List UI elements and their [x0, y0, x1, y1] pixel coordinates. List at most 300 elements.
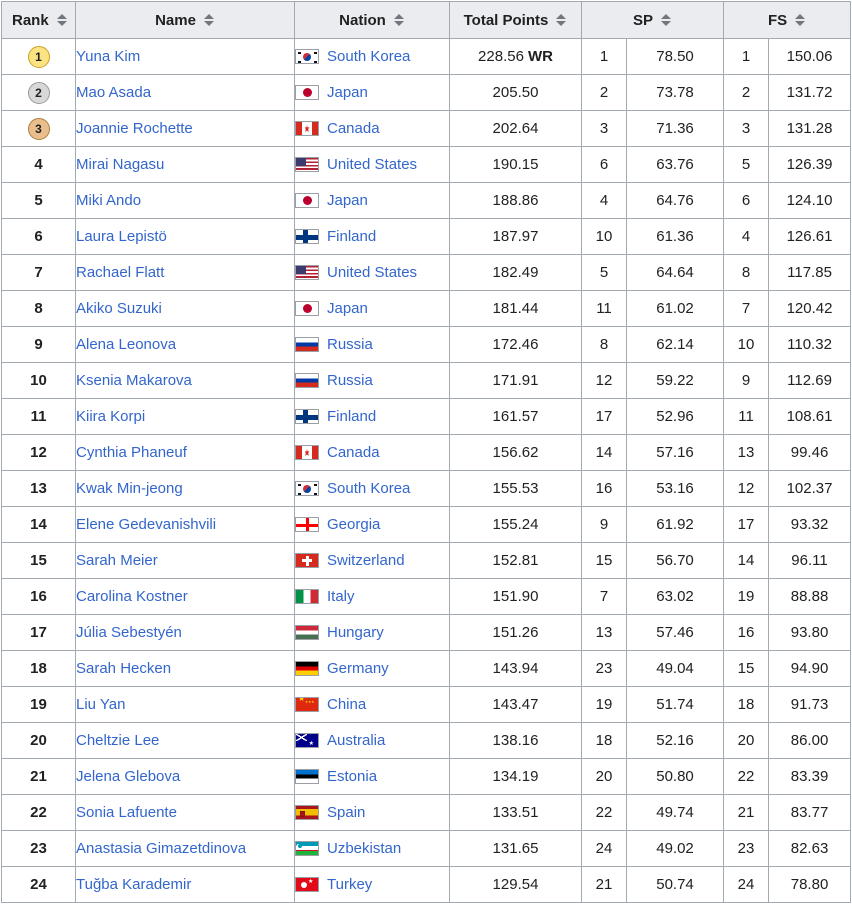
cell-sp-rank: 16	[582, 471, 627, 507]
cell-rank	[2, 219, 76, 255]
table-row	[2, 327, 851, 363]
column-header-rank[interactable]	[2, 2, 76, 39]
rank-value: 14	[30, 516, 47, 533]
table-row	[2, 471, 851, 507]
skater-name-link[interactable]: Laura Lepistö	[76, 228, 167, 245]
cell-fs-score: 150.06	[769, 39, 851, 75]
cell-fs-score: 96.11	[769, 543, 851, 579]
cell-name	[76, 75, 295, 111]
cell-name	[76, 255, 295, 291]
nation-link[interactable]: South Korea	[327, 480, 411, 497]
cell-fs-score: 86.00	[769, 723, 851, 759]
cell-name	[76, 795, 295, 831]
cell-fs-score: 124.10	[769, 183, 851, 219]
flag-icon	[295, 121, 319, 136]
flag-icon	[295, 805, 319, 820]
cell-sp-score: 50.74	[627, 867, 724, 903]
world-record-badge: WR	[527, 48, 553, 65]
total-points-value: 171.91	[492, 372, 539, 389]
cell-fs-score: 110.32	[769, 327, 851, 363]
cell-sp-rank: 24	[582, 831, 627, 867]
skater-name-link[interactable]: Yuna Kim	[76, 48, 141, 65]
cell-nation	[295, 543, 450, 579]
total-points-value: 129.54	[492, 876, 539, 893]
nation-link[interactable]: Georgia	[327, 516, 381, 533]
flag-icon	[295, 589, 319, 604]
nation-link[interactable]: South Korea	[327, 48, 411, 65]
cell-nation	[295, 111, 450, 147]
cell-sp-score: 71.36	[627, 111, 724, 147]
cell-nation	[295, 399, 450, 435]
cell-sp-score: 49.02	[627, 831, 724, 867]
cell-total-points	[450, 435, 582, 471]
cell-sp-score: 61.92	[627, 507, 724, 543]
cell-name	[76, 759, 295, 795]
medal-icon: 1	[28, 46, 50, 68]
cell-sp-score: 53.16	[627, 471, 724, 507]
cell-sp-score: 63.02	[627, 579, 724, 615]
medal-icon: 3	[28, 118, 50, 140]
cell-fs-rank: 24	[724, 867, 769, 903]
nation-link[interactable]: Russia	[327, 372, 373, 389]
cell-fs-rank: 6	[724, 183, 769, 219]
cell-total-points	[450, 327, 582, 363]
total-points-value: 134.19	[492, 768, 539, 785]
column-header-name-label: Name	[155, 11, 196, 29]
cell-sp-score: 64.76	[627, 183, 724, 219]
cell-nation	[295, 39, 450, 75]
cell-fs-rank: 16	[724, 615, 769, 651]
sort-icon[interactable]	[204, 13, 215, 27]
cell-fs-rank: 12	[724, 471, 769, 507]
skater-name-link[interactable]: Mao Asada	[76, 84, 152, 101]
flag-icon	[295, 157, 319, 172]
cell-nation	[295, 183, 450, 219]
table-row	[2, 399, 851, 435]
cell-fs-score: 93.32	[769, 507, 851, 543]
cell-fs-score: 82.63	[769, 831, 851, 867]
cell-nation	[295, 651, 450, 687]
sort-icon[interactable]	[795, 13, 806, 27]
cell-nation	[295, 831, 450, 867]
cell-sp-score: 59.22	[627, 363, 724, 399]
cell-sp-rank: 11	[582, 291, 627, 327]
column-header-sp-label: SP	[633, 11, 654, 29]
cell-sp-score: 57.46	[627, 615, 724, 651]
cell-fs-rank: 20	[724, 723, 769, 759]
cell-nation	[295, 435, 450, 471]
cell-total-points	[450, 543, 582, 579]
rank-value: 9	[34, 336, 43, 353]
cell-total-points	[450, 111, 582, 147]
flag-icon	[295, 445, 319, 460]
table-row	[2, 147, 851, 183]
total-points-value: 138.16	[492, 732, 539, 749]
cell-fs-rank: 19	[724, 579, 769, 615]
cell-sp-rank: 21	[582, 867, 627, 903]
cell-fs-score: 112.69	[769, 363, 851, 399]
rank-value: 21	[30, 768, 47, 785]
cell-fs-score: 131.28	[769, 111, 851, 147]
cell-total-points	[450, 75, 582, 111]
cell-rank	[2, 615, 76, 651]
nation-link[interactable]: United States	[327, 264, 418, 281]
cell-fs-rank: 18	[724, 687, 769, 723]
cell-fs-rank: 22	[724, 759, 769, 795]
rank-value: 24	[30, 876, 47, 893]
cell-nation	[295, 687, 450, 723]
cell-sp-rank: 6	[582, 147, 627, 183]
cell-fs-rank: 17	[724, 507, 769, 543]
table-row	[2, 255, 851, 291]
nation-link[interactable]: Spain	[327, 804, 366, 821]
table-row	[2, 867, 851, 903]
skater-name-link[interactable]: Alena Leonova	[76, 336, 177, 353]
cell-rank	[2, 435, 76, 471]
flag-icon	[295, 337, 319, 352]
cell-name	[76, 219, 295, 255]
cell-total-points	[450, 291, 582, 327]
cell-rank	[2, 759, 76, 795]
skater-name-link[interactable]: Elene Gedevanishvili	[76, 516, 217, 533]
cell-total-points	[450, 471, 582, 507]
rank-value: 7	[34, 264, 43, 281]
cell-rank	[2, 39, 76, 75]
cell-total-points	[450, 651, 582, 687]
cell-fs-score: 126.39	[769, 147, 851, 183]
cell-nation	[295, 759, 450, 795]
flag-icon	[295, 193, 319, 208]
nation-link[interactable]: Australia	[327, 732, 386, 749]
cell-fs-rank: 8	[724, 255, 769, 291]
nation-link[interactable]: Germany	[327, 660, 389, 677]
total-points-value: 151.90	[492, 588, 539, 605]
flag-icon	[295, 265, 319, 280]
total-points-value: 187.97	[492, 228, 539, 245]
total-points-value: 182.49	[492, 264, 539, 281]
nation-link[interactable]: Estonia	[327, 768, 378, 785]
cell-nation	[295, 363, 450, 399]
cell-fs-score: 126.61	[769, 219, 851, 255]
total-points-value: 188.86	[492, 192, 539, 209]
cell-sp-rank: 14	[582, 435, 627, 471]
cell-total-points	[450, 615, 582, 651]
table-row	[2, 831, 851, 867]
cell-fs-rank: 4	[724, 219, 769, 255]
cell-fs-score: 117.85	[769, 255, 851, 291]
cell-sp-rank: 9	[582, 507, 627, 543]
cell-rank	[2, 327, 76, 363]
table-row	[2, 759, 851, 795]
cell-total-points	[450, 39, 582, 75]
column-header-nation-label: Nation	[339, 11, 386, 29]
cell-total-points	[450, 831, 582, 867]
total-points-value: 156.62	[492, 444, 539, 461]
cell-name	[76, 651, 295, 687]
skater-name-link[interactable]: Kwak Min-jeong	[76, 480, 183, 497]
cell-sp-rank: 12	[582, 363, 627, 399]
cell-rank	[2, 291, 76, 327]
flag-icon	[295, 481, 319, 496]
sort-icon[interactable]	[556, 13, 567, 27]
skater-name-link[interactable]: Joannie Rochette	[76, 120, 193, 137]
cell-nation	[295, 147, 450, 183]
cell-sp-score: 63.76	[627, 147, 724, 183]
total-points-value: 131.65	[492, 840, 539, 857]
cell-name	[76, 687, 295, 723]
rank-value: 20	[30, 732, 47, 749]
cell-total-points	[450, 723, 582, 759]
rank-value: 5	[34, 192, 43, 209]
total-points-value: 202.64	[492, 120, 539, 137]
cell-sp-score: 61.36	[627, 219, 724, 255]
table-row	[2, 687, 851, 723]
nation-link[interactable]: Turkey	[327, 876, 373, 893]
skater-name-link[interactable]: Kiira Korpi	[76, 408, 146, 425]
cell-nation	[295, 255, 450, 291]
nation-link[interactable]: Russia	[327, 336, 373, 353]
cell-sp-rank: 7	[582, 579, 627, 615]
flag-icon	[295, 877, 319, 892]
flag-icon	[295, 373, 319, 388]
cell-sp-rank: 17	[582, 399, 627, 435]
cell-sp-score: 62.14	[627, 327, 724, 363]
skater-name-link[interactable]: Mirai Nagasu	[76, 156, 165, 173]
cell-sp-score: 61.02	[627, 291, 724, 327]
skater-name-link[interactable]: Liu Yan	[76, 696, 126, 713]
cell-fs-rank: 2	[724, 75, 769, 111]
skater-name-link[interactable]: Cheltzie Lee	[76, 732, 160, 749]
nation-link[interactable]: Finland	[327, 408, 377, 425]
cell-sp-rank: 15	[582, 543, 627, 579]
table-row	[2, 363, 851, 399]
cell-nation	[295, 867, 450, 903]
cell-fs-rank: 23	[724, 831, 769, 867]
rank-value: 17	[30, 624, 47, 641]
cell-sp-rank: 13	[582, 615, 627, 651]
flag-icon	[295, 697, 319, 712]
cell-fs-score: 83.77	[769, 795, 851, 831]
cell-name	[76, 579, 295, 615]
skater-name-link[interactable]: Tuğba Karademir	[76, 876, 192, 893]
flag-icon	[295, 625, 319, 640]
cell-name	[76, 471, 295, 507]
rank-value: 10	[30, 372, 47, 389]
cell-total-points	[450, 867, 582, 903]
rank-value: 18	[30, 660, 47, 677]
table-header-row	[2, 2, 851, 39]
rank-value: 6	[34, 228, 43, 245]
nation-link[interactable]: Uzbekistan	[327, 840, 402, 857]
cell-name	[76, 615, 295, 651]
sort-icon[interactable]	[57, 13, 68, 27]
table-row	[2, 39, 851, 75]
rank-value: 8	[34, 300, 43, 317]
table-row	[2, 219, 851, 255]
flag-icon	[295, 841, 319, 856]
skater-name-link[interactable]: Anastasia Gimazetdinova	[76, 840, 247, 857]
column-header-total-points[interactable]	[450, 2, 582, 39]
cell-rank	[2, 75, 76, 111]
flag-icon	[295, 409, 319, 424]
cell-name	[76, 111, 295, 147]
cell-fs-score: 102.37	[769, 471, 851, 507]
cell-sp-rank: 19	[582, 687, 627, 723]
cell-fs-rank: 13	[724, 435, 769, 471]
table-row	[2, 291, 851, 327]
figure-skating-results-table	[1, 1, 851, 903]
cell-sp-score: 52.16	[627, 723, 724, 759]
nation-link[interactable]: Switzerland	[327, 552, 405, 569]
cell-sp-score: 78.50	[627, 39, 724, 75]
skater-name-link[interactable]: Júlia Sebestyén	[76, 624, 182, 641]
rank-value: 16	[30, 588, 47, 605]
total-points-value: 133.51	[492, 804, 539, 821]
total-points-value: 190.15	[492, 156, 539, 173]
nation-link[interactable]: United States	[327, 156, 418, 173]
skater-name-link[interactable]: Sonia Lafuente	[76, 804, 177, 821]
cell-sp-rank: 1	[582, 39, 627, 75]
skater-name-link[interactable]: Rachael Flatt	[76, 264, 165, 281]
cell-sp-rank: 18	[582, 723, 627, 759]
cell-sp-score: 50.80	[627, 759, 724, 795]
nation-link[interactable]: Japan	[327, 84, 368, 101]
cell-fs-score: 108.61	[769, 399, 851, 435]
sort-icon[interactable]	[394, 13, 405, 27]
skater-name-link[interactable]: Sarah Hecken	[76, 660, 172, 677]
cell-sp-rank: 20	[582, 759, 627, 795]
cell-rank	[2, 183, 76, 219]
cell-fs-rank: 5	[724, 147, 769, 183]
column-header-name[interactable]	[76, 2, 295, 39]
nation-link[interactable]: Finland	[327, 228, 377, 245]
cell-fs-rank: 9	[724, 363, 769, 399]
cell-sp-score: 73.78	[627, 75, 724, 111]
cell-rank	[2, 363, 76, 399]
flag-icon	[295, 553, 319, 568]
rank-value: 23	[30, 840, 47, 857]
rank-value: 11	[30, 408, 47, 425]
flag-icon	[295, 661, 319, 676]
rank-value: 22	[30, 804, 47, 821]
nation-link[interactable]: Hungary	[327, 624, 384, 641]
cell-name	[76, 147, 295, 183]
total-points-value: 172.46	[492, 336, 539, 353]
column-header-sp[interactable]	[582, 2, 724, 39]
cell-fs-rank: 7	[724, 291, 769, 327]
cell-rank	[2, 543, 76, 579]
cell-name	[76, 363, 295, 399]
cell-rank	[2, 795, 76, 831]
table-row	[2, 723, 851, 759]
cell-name	[76, 723, 295, 759]
cell-fs-score: 120.42	[769, 291, 851, 327]
cell-name	[76, 399, 295, 435]
sort-icon[interactable]	[661, 13, 672, 27]
cell-fs-score: 83.39	[769, 759, 851, 795]
cell-fs-score: 94.90	[769, 651, 851, 687]
table-row	[2, 651, 851, 687]
table-row	[2, 579, 851, 615]
cell-sp-rank: 10	[582, 219, 627, 255]
cell-rank	[2, 651, 76, 687]
cell-fs-rank: 3	[724, 111, 769, 147]
rank-value: 13	[30, 480, 47, 497]
flag-icon	[295, 85, 319, 100]
skater-name-link[interactable]: Akiko Suzuki	[76, 300, 162, 317]
nation-link[interactable]: Italy	[327, 588, 355, 605]
cell-name	[76, 867, 295, 903]
medal-icon: 2	[28, 82, 50, 104]
total-points-value: 161.57	[492, 408, 539, 425]
nation-link[interactable]: China	[327, 696, 367, 713]
flag-icon	[295, 733, 319, 748]
skater-name-link[interactable]: Cynthia Phaneuf	[76, 444, 187, 461]
cell-sp-rank: 5	[582, 255, 627, 291]
total-points-value: 151.26	[492, 624, 539, 641]
cell-name	[76, 543, 295, 579]
nation-link[interactable]: Japan	[327, 192, 368, 209]
cell-name	[76, 435, 295, 471]
rank-value: 12	[30, 444, 47, 461]
column-header-nation[interactable]	[295, 2, 450, 39]
column-header-total-points-label: Total Points	[463, 11, 549, 29]
table-row	[2, 111, 851, 147]
nation-link[interactable]: Canada	[327, 444, 380, 461]
cell-nation	[295, 219, 450, 255]
skater-name-link[interactable]: Jelena Glebova	[76, 768, 181, 785]
total-points-value: 155.53	[492, 480, 539, 497]
cell-name	[76, 507, 295, 543]
cell-sp-score: 57.16	[627, 435, 724, 471]
cell-sp-score: 49.04	[627, 651, 724, 687]
cell-fs-rank: 10	[724, 327, 769, 363]
cell-fs-score: 78.80	[769, 867, 851, 903]
cell-total-points	[450, 795, 582, 831]
cell-name	[76, 831, 295, 867]
cell-total-points	[450, 183, 582, 219]
flag-icon	[295, 769, 319, 784]
total-points-value: 228.56	[478, 48, 524, 65]
cell-nation	[295, 75, 450, 111]
column-header-fs[interactable]	[724, 2, 851, 39]
skater-name-link[interactable]: Sarah Meier	[76, 552, 158, 569]
total-points-value: 143.94	[492, 660, 539, 677]
cell-total-points	[450, 507, 582, 543]
nation-link[interactable]: Japan	[327, 300, 368, 317]
flag-icon	[295, 49, 319, 64]
cell-fs-rank: 14	[724, 543, 769, 579]
skater-name-link[interactable]: Carolina Kostner	[76, 588, 188, 605]
cell-rank	[2, 255, 76, 291]
cell-rank	[2, 867, 76, 903]
cell-sp-rank: 23	[582, 651, 627, 687]
total-points-value: 155.24	[492, 516, 539, 533]
cell-nation	[295, 579, 450, 615]
table-row	[2, 507, 851, 543]
cell-nation	[295, 291, 450, 327]
flag-icon	[295, 517, 319, 532]
cell-total-points	[450, 399, 582, 435]
skater-name-link[interactable]: Miki Ando	[76, 192, 142, 209]
nation-link[interactable]: Canada	[327, 120, 380, 137]
cell-nation	[295, 723, 450, 759]
cell-nation	[295, 615, 450, 651]
cell-name	[76, 39, 295, 75]
cell-total-points	[450, 255, 582, 291]
cell-name	[76, 291, 295, 327]
skater-name-link[interactable]: Ksenia Makarova	[76, 372, 192, 389]
